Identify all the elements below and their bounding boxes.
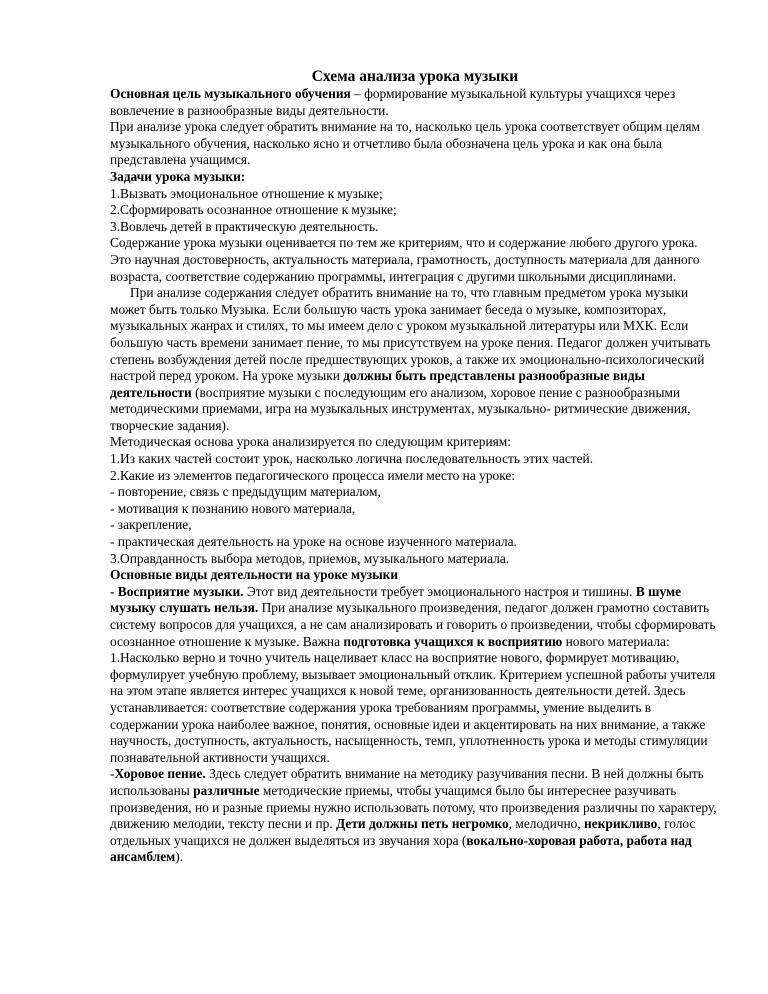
method-heading: Методическая основа урока анализируется по следующим критериям: (110, 434, 512, 450)
perception-paragraph: - Восприятие музыки. Этот вид деятельности требует эмоционального настроя и тишины. В шуме музыку слушать нельзя. При анализе музыкального произведения, педагог должен грамотно составить систему вопросов для учащихся, а не сам анализировать и говорить о произведении, чтобы сформировать осознанное отношение к музыке. Важна подготовка учащихся к восприятию нового материала: (110, 583, 716, 649)
content-paragraph: Содержание урока музыки оценивается по тем же критериям, что и содержание любого другого урока. Это научная достоверность, актуальность материала, грамотность, доступность материала для данного возраста, соответствие содержанию программы, интеграция с другими школьными дисциплинами. (110, 235, 700, 284)
perception-criteria-paragraph: 1.Насколько верно и точно учитель нацеливает класс на восприятие нового, формирует мотивацию, формулирует учебную проблему, вызывает эмоциональный отклик. Критерием успешной работы учителя на этом этапе является интерес учащихся к новой теме, организованность деятельности детей. Здесь устанавливается: соответствие содержания урока требованиям программы, умение выделить в содержании урока наиболее важное, понятия, основные идеи и акцентировать на них внимание, а также научность, доступность, актуальность, насыщенность, темп, уплотненность урока и методы стимуляции познавательной активности учащихся. (110, 650, 716, 765)
analysis-paragraph: При анализе содержания следует обратить внимание на то, что главным предметом урока музыки может быть только Музыка. Если большую часть урока занимает беседа о музыке, композиторах, музыкальных жанрах и стилях, то мы имеем дело с уроком музыкальной литературы или МХК. Если большую часть времени занимает пение, то мы присутствуем на уроке пения. Педагог должен учитывать степень возбуждения детей после предшествующих уроков, а также их эмоционально-психологический настрой перед уроком. На уроке музыки должны быть представлены разнообразные виды деятельности (восприятие музыки с последующим его анализом, хоровое пение с разнообразными методическими приемами, игра на музыкальных инструментах, музыкально- ритмические движения, творческие задания). (110, 285, 711, 433)
method-item: - повторение, связь с предыдущим материалом, (110, 484, 381, 500)
page-title: Схема анализа урока музыки (311, 68, 519, 85)
method-item: - закрепление, (110, 517, 192, 533)
intro-paragraph: При анализе урока следует обратить внимание на то, насколько цель урока соответствует общим целям музыкального обучения, насколько ясно и отчетливо была обозначена цель урока и как она была представлена учащимся. (110, 119, 701, 168)
method-item: 2.Какие из элементов педагогического процесса имели место на уроке: (110, 467, 516, 483)
task-item: 1.Вызвать эмоциональное отношение к музыке; (110, 185, 383, 201)
document-page (110, 68, 720, 866)
method-item: - практическая деятельность на уроке на основе изученного материала. (110, 534, 517, 550)
choral-paragraph: -Хоровое пение. Здесь следует обратить внимание на методику разучивания песни. В ней должны быть использованы различные методические приемы, чтобы учащимся было бы интереснее разучивать произведения, но и разные приемы нужно использовать потому, что произведения различны по характеру, движению мелодии, тексту песни и пр. Дети должны петь негромко, мелодично, некрикливо, голос отдельных учащихся не должен выделяться из звучания хора (вокально-хоровая работа, работа над ансамблем). (110, 766, 717, 865)
tasks-heading: Задачи урока музыки: (110, 168, 246, 184)
task-item: 2.Сформировать осознанное отношение к музыке; (110, 202, 397, 218)
activities-heading: Основные виды деятельности на уроке музыки (110, 567, 399, 583)
method-item: - мотивация к познанию нового материала, (110, 500, 356, 516)
goal-paragraph (110, 86, 720, 119)
method-item: 1.Из каких частей состоит урок, насколько логична последовательность этих частей. (110, 451, 594, 467)
task-item: 3.Вовлечь детей в практическую деятельность. (110, 218, 379, 234)
activities-emphasis: должны быть представлены разнообразные виды деятельности (110, 368, 646, 400)
goal-label: Основная цель музыкального обучения (110, 86, 351, 101)
goal-text: – формирование музыкальной культуры учащихся через вовлечение в разнообразные виды деятельности. (110, 86, 676, 118)
method-item: 3.Оправданность выбора методов, приемов, музыкального материала. (110, 550, 510, 566)
